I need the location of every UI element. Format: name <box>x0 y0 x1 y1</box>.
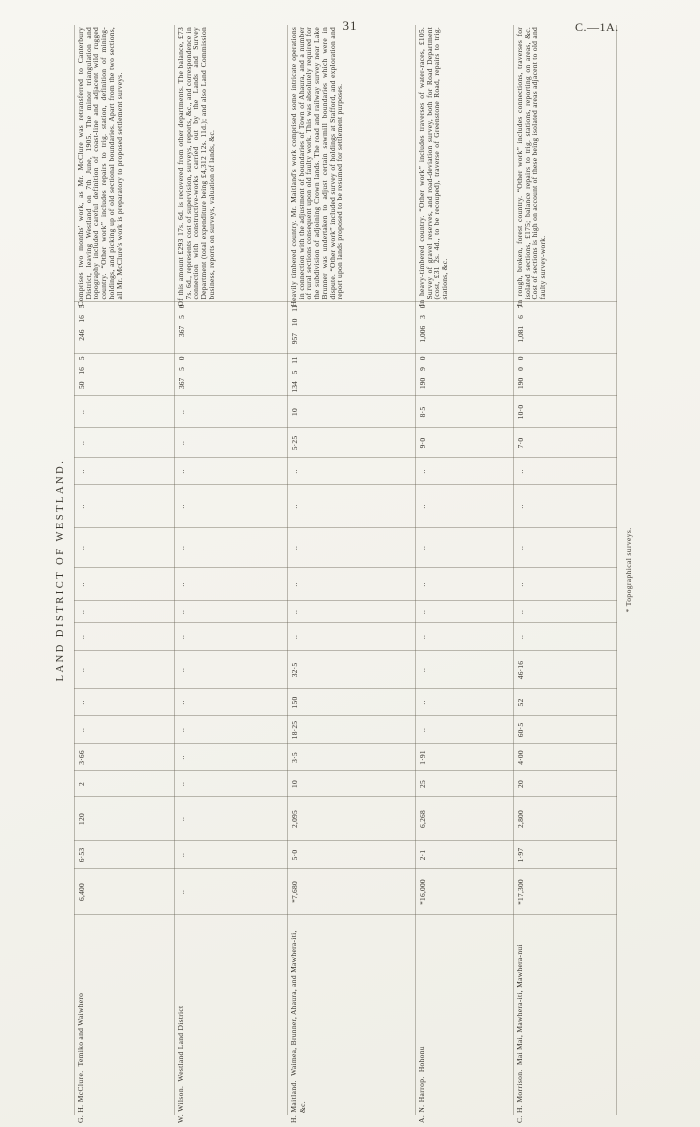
value-cell: .. <box>175 716 288 744</box>
value-cell: 20 <box>514 771 617 797</box>
surveyor-locality: Waimea, Brunner, Ahaura, and Mawhera-iti, &c. <box>289 930 307 1113</box>
value-cell: .. <box>416 485 514 528</box>
value-cell: 52 <box>514 689 617 716</box>
value-cell: 6,400 <box>75 869 175 915</box>
remarks-cell: Of this amount £293 17s. 6d. is recovered from other departments. The balance, £73 7s. 6d., represents cost of supervision, surveys, reports, &c., and correspondence in connection with constructive-works carried out by the Lands and Survey Department (total expenditure being £4,312 12s. 11d.); and also Land Commission business, reports on surveys, valuation of lands, &c. <box>175 25 288 302</box>
surveyor-name: A. N. Harrop. <box>417 1076 426 1123</box>
value-cell: 25 <box>416 771 514 797</box>
value-cell: .. <box>288 568 416 601</box>
value-cell: .. <box>514 601 617 623</box>
value-cell: .. <box>75 568 175 601</box>
value-cell: 120 <box>75 797 175 841</box>
value-cell: .. <box>288 528 416 568</box>
page-number: 31 <box>342 18 358 33</box>
value-cell: 7·0 <box>514 428 617 458</box>
value-cell: 60·5 <box>514 716 617 744</box>
cost-cell: 50 16 5 <box>75 354 175 396</box>
value-cell: .. <box>75 623 175 651</box>
value-cell: 5·25 <box>288 428 416 458</box>
value-cell: 2,095 <box>288 797 416 841</box>
value-cell: .. <box>416 601 514 623</box>
value-cell: .. <box>514 485 617 528</box>
surveyor-name: C. H. Morrison. <box>515 1069 524 1123</box>
value-cell: .. <box>416 651 514 689</box>
value-cell: .. <box>75 689 175 716</box>
cost-cell: 134 5 11 <box>288 354 416 396</box>
value-cell: .. <box>514 623 617 651</box>
value-cell: 2,800 <box>514 797 617 841</box>
value-cell: .. <box>175 528 288 568</box>
value-cell: 18·25 <box>288 716 416 744</box>
value-cell: .. <box>175 651 288 689</box>
surveyor-locality: Mai Mai, Mawhera-iti, Mawhera-nui <box>515 944 524 1066</box>
remarks-cell: In rough, broken, forest country. “Other work” includes connections, traverses for isolated sections, £175; balance repairs to trig. stations, reporting on areas, &c. Cost of sections is high on account of these being isolated areas adjacent to old and faulty survey-work. <box>514 25 617 302</box>
value-cell: 46·16 <box>514 651 617 689</box>
total-cost-cell: 246 16 5 <box>75 302 175 354</box>
value-cell: .. <box>288 458 416 485</box>
remarks-cell: Heavily timbered country. Mr. Maitland's work comprised some intricate operations in connection with the adjustment of boundaries of Town of Ahaura, and a number of rural sections consequent upon old faulty work. This was absolutely required for the subdivision of adjoining Crown lands. The road and railway survey near Lake Brunner was undertaken to adjust certain sawmill boundaries which were in dispute. “Other work” included survey of holdings at Stafford, and exploration and report upon lands proposed to be resumed for settlement purposes. <box>288 25 416 302</box>
value-cell: .. <box>416 528 514 568</box>
value-cell: .. <box>75 528 175 568</box>
value-cell: .. <box>416 689 514 716</box>
value-cell: .. <box>175 428 288 458</box>
value-cell: *17,300 <box>514 869 617 915</box>
value-cell: 5·0 <box>288 841 416 869</box>
value-cell: .. <box>75 428 175 458</box>
value-cell: .. <box>514 568 617 601</box>
value-cell: 3·5 <box>288 744 416 771</box>
value-cell: .. <box>175 744 288 771</box>
surveyor-name: W. Wilson. <box>176 1085 185 1123</box>
value-cell: 1·97 <box>514 841 617 869</box>
table-row <box>75 25 175 1115</box>
cost-cell: 367 5 0 <box>175 354 288 396</box>
value-cell: .. <box>288 485 416 528</box>
value-cell: .. <box>288 623 416 651</box>
total-cost-cell: 367 5 0 <box>175 302 288 354</box>
document-reference: C.—1A. <box>575 20 619 34</box>
surveyor-name: G. H. McClure. <box>76 1070 85 1123</box>
surveyor-name-cell <box>514 915 617 1123</box>
value-cell: *7,680 <box>288 869 416 915</box>
total-cost-cell: 957 10 11 <box>288 302 416 354</box>
surveyor-locality: Hohonu <box>417 1046 426 1073</box>
surveyor-locality: Westland Land District <box>176 1005 185 1082</box>
value-cell: .. <box>75 396 175 428</box>
value-cell: .. <box>75 601 175 623</box>
rotated-table-area <box>35 25 675 1123</box>
value-cell: .. <box>175 869 288 915</box>
value-cell: 8·5 <box>416 396 514 428</box>
value-cell: .. <box>75 651 175 689</box>
surveyor-locality: Temiko and Waiwhero <box>76 992 85 1067</box>
total-cost-cell: 1,081 6 7 <box>514 302 617 354</box>
value-cell: .. <box>288 601 416 623</box>
table-row <box>288 25 416 1115</box>
value-cell: .. <box>75 485 175 528</box>
value-cell: .. <box>416 716 514 744</box>
value-cell: .. <box>416 623 514 651</box>
value-cell: .. <box>416 458 514 485</box>
value-cell: 9·0 <box>416 428 514 458</box>
surveyor-name: H. Maitland. <box>289 1080 298 1123</box>
table-row <box>514 25 617 1115</box>
remarks-cell: Comprises two months' work, as Mr. McClure was retransferred to Canterbury District, leaving Westland on 7th June, 1905. The minor triangulation and topography included careful definition of coast-line and adjacent wild rugged country. “Other work” includes repairs to trig. station, definition of mining-holdings, and picking up of old sectional boundaries. Apart from the two sections, all Mr. McClure's work is preparatory to proposed settlement surveys. <box>75 25 175 302</box>
value-cell: 10 <box>288 396 416 428</box>
survey-table <box>74 25 617 1123</box>
value-cell: 32·5 <box>288 651 416 689</box>
value-cell: .. <box>175 485 288 528</box>
value-cell: .. <box>175 797 288 841</box>
total-cost-cell: 1,006 3 0 <box>416 302 514 354</box>
table-row <box>416 25 514 1115</box>
value-cell: 6,268 <box>416 797 514 841</box>
cost-cell: 190 9 0 <box>416 354 514 396</box>
table-footnote: * Topographical surveys. <box>624 527 633 613</box>
value-cell: .. <box>175 396 288 428</box>
value-cell: 10·0 <box>514 396 617 428</box>
value-cell: .. <box>514 528 617 568</box>
remarks-cell: In heavy-timbered country. “Other work” includes traverses of water-races, £105. Survey of gravel reserves, and road-deviation survey, both for Road Department (cost, £31 2s. 4d., to be recouped), traverse of Greenstone Road, repairs to trig. stations, &c. <box>416 25 514 302</box>
value-cell: .. <box>175 623 288 651</box>
value-cell: .. <box>75 716 175 744</box>
value-cell: .. <box>175 689 288 716</box>
value-cell: .. <box>175 601 288 623</box>
value-cell: 3·66 <box>75 744 175 771</box>
value-cell: .. <box>175 568 288 601</box>
value-cell: .. <box>75 458 175 485</box>
district-heading: LAND DISTRICT OF WESTLAND. <box>55 458 66 682</box>
value-cell: 2·1 <box>416 841 514 869</box>
value-cell: .. <box>175 458 288 485</box>
value-cell: 6·53 <box>75 841 175 869</box>
value-cell: 150 <box>288 689 416 716</box>
value-cell: 1·91 <box>416 744 514 771</box>
value-cell: .. <box>416 568 514 601</box>
cost-cell: 190 0 0 <box>514 354 617 396</box>
value-cell: 2 <box>75 771 175 797</box>
surveyor-name-cell <box>288 915 416 1123</box>
surveyor-name-cell <box>75 915 175 1123</box>
value-cell: *16,000 <box>416 869 514 915</box>
value-cell: .. <box>175 841 288 869</box>
value-cell: .. <box>514 458 617 485</box>
table-row <box>175 25 288 1115</box>
value-cell: 4·00 <box>514 744 617 771</box>
surveyor-name-cell <box>416 915 514 1123</box>
surveyor-name-cell <box>175 915 288 1123</box>
value-cell: 10 <box>288 771 416 797</box>
value-cell: .. <box>175 771 288 797</box>
